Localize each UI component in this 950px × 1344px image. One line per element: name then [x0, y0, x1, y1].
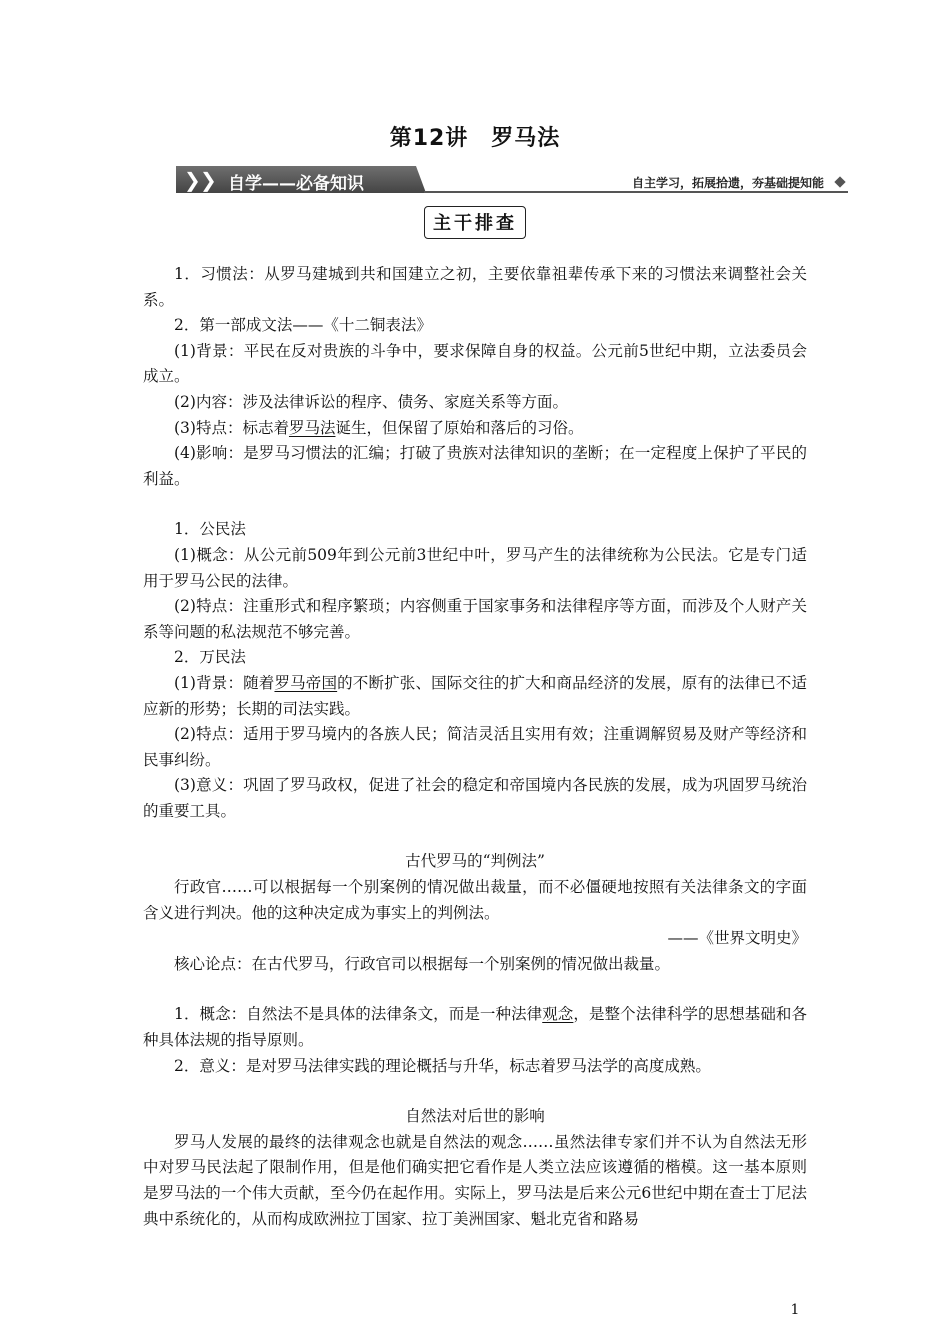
chevron-right-icon: ❯ — [200, 168, 217, 192]
paragraph: 2．万民法 — [174, 648, 246, 667]
banner-divider — [424, 191, 848, 193]
text-run: 诞生，但保留了原始和落后的习俗。 — [335, 418, 584, 437]
text-run: 1．概念：自然法不是具体的法律条文，而是一种法律 — [174, 1005, 543, 1024]
material-title: 自然法对后世的影响 — [405, 1107, 545, 1126]
section-heading — [0, 206, 950, 239]
core-point: 核心论点：在古代罗马，行政官司以根据每一个别案例的情况做出裁量。 — [174, 954, 671, 973]
banner-right-text: 自主学习，拓展拾遗，夯基础提知能 — [631, 176, 824, 190]
diamond-icon — [834, 176, 845, 187]
material-title: 古代罗马的“判例法” — [405, 852, 545, 871]
text-run: ，是整个法律科学的思想基础和各种具体法规的指导原则。 — [143, 1005, 807, 1050]
paragraph: (2)内容：涉及法律诉讼的程序、债务、家庭关系等方面。 — [174, 392, 568, 411]
section-banner — [176, 166, 848, 194]
paragraph: (2)特点：注重形式和程序繁琐；内容侧重于国家事务和法律程序等方面，而涉及个人财产关系等问题的私法规范不够完善。 — [143, 597, 807, 641]
underlined-term: 罗马法 — [288, 418, 336, 437]
page-title: 第12讲 罗马法 — [389, 126, 561, 151]
material-body: 罗马人发展的最终的法律观念也就是自然法的观念……虽然法律专家们并不认为自然法无形中对罗马民法起了限制作用，但是他们确实把它看作是人类立法应该遵循的楷模。这一基本原则是罗马法的一个伟大贡献，至今仍在起作用。实际上，罗马法是后来公元6世纪中期在查士丁尼法典中系统化的，从而构成欧洲拉丁国家、拉丁美洲国家、魁北克省和路易 — [143, 1132, 807, 1228]
material-body: 行政官……可以根据每一个别案例的情况做出裁量，而不必僵硬地按照有关法律条文的字面含义进行判决。他的这种决定成为事实上的判例法。 — [143, 878, 807, 922]
text-run: (3)特点：标志着 — [174, 418, 289, 437]
underlined-term: 罗马帝国 — [274, 673, 338, 692]
page-number: 1 — [790, 1302, 800, 1318]
chevron-right-icon: ❯ — [184, 168, 201, 192]
paragraph: (2)特点：适用于罗马境内的各族人民；简洁灵活且实用有效；注重调解贸易及财产等经济和民事纠纷。 — [143, 725, 807, 769]
paragraph: 2．意义：是对罗马法律实践的理论概括与升华，标志着罗马法学的高度成熟。 — [174, 1056, 711, 1075]
underlined-term: 观念 — [542, 1005, 574, 1024]
paragraph: 1．公民法 — [174, 520, 246, 539]
section-heading-label: 主干排查 — [424, 206, 526, 239]
paragraph: (1)背景：平民在反对贵族的斗争中，要求保障自身的权益。公元前5世纪中期，立法委员会成立。 — [143, 341, 807, 386]
paragraph — [143, 416, 807, 442]
text-run: (1)背景：随着 — [174, 673, 275, 692]
paragraph: (4)影响：是罗马习惯法的汇编；打破了贵族对法律知识的垄断；在一定程度上保护了平民的利益。 — [143, 444, 807, 488]
paragraph: (1)概念：从公元前509年到公元前3世纪中叶，罗马产生的法律统称为公民法。它是专门适用于罗马公民的法律。 — [143, 545, 807, 590]
paragraph: 1．习惯法：从罗马建城到共和国建立之初，主要依靠祖辈传承下来的习惯法来调整社会关系。 — [143, 265, 807, 309]
paragraph — [143, 1002, 807, 1053]
paragraph — [143, 671, 807, 722]
banner-left-text: 自学——必备知识 — [228, 174, 364, 194]
paragraph: (3)意义：巩固了罗马政权，促进了社会的稳定和帝国境内各民族的发展，成为巩固罗马统治的重要工具。 — [143, 776, 807, 820]
main-content — [143, 262, 807, 1232]
text-run: 的不断扩张、国际交往的扩大和商品经济的发展，原有的法律已不适应新的形势；长期的司法实践。 — [143, 673, 807, 718]
paragraph: 2．第一部成文法——《十二铜表法》 — [174, 316, 432, 335]
material-source: ——《世界文明史》 — [667, 929, 807, 948]
